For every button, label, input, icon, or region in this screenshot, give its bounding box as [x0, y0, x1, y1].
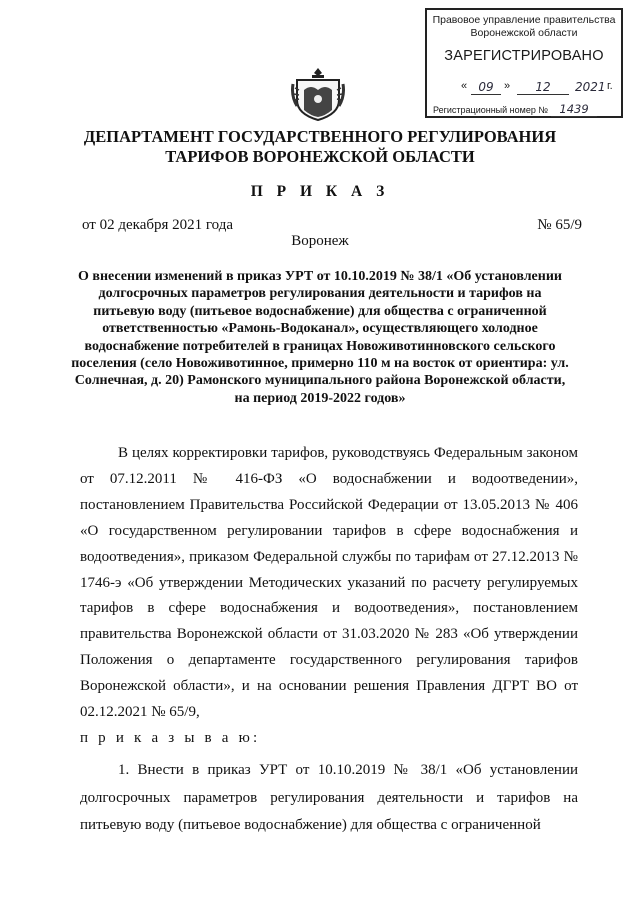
- stamp-reg-label: Регистрационный номер №: [433, 105, 549, 115]
- stamp-date-close-quote: »: [504, 80, 511, 92]
- stamp-date-day: 09: [471, 80, 501, 95]
- stamp-date-open-quote: «: [461, 80, 468, 92]
- order-number: № 65/9: [537, 217, 582, 233]
- order-date: от 02 декабря 2021 года: [82, 217, 234, 233]
- stamp-organization: Правовое управление правительства Воронежской области: [432, 14, 616, 39]
- stamp-date-year: 2021: [575, 80, 606, 94]
- coat-of-arms-icon: [291, 66, 345, 122]
- stamp-registration: [433, 102, 597, 117]
- document-title: П Р И К А З: [250, 183, 390, 200]
- stamp-date-suffix: г.: [607, 80, 613, 92]
- body-paragraph-preamble: В целях корректировки тарифов, руководствуясь Федеральным законом от 07.12.2011 № 416-ФЗ «О водоснабжении и водоотведении», постановлением Правительства Российской Федерации от 13.05.2013 № 406 «О государственном регулировании тарифов в сфере водоснабжения и водоотведения», приказом Федеральной службы по тарифам от 27.12.2013 № 1746-э «Об утверждении Методических указаний по расчету регулируемых тарифов в сфере водоснабжения и водоотведения», постановлением правительства Воронежской области от 31.03.2020 № 283 «Об утверждении Положения о департаменте государственного регулирования тарифов Воронежской области», и на основании решения Правления ДГРТ ВО от 02.12.2021 № 65/9,: [80, 445, 578, 721]
- body-paragraph-item-1: 1. Внести в приказ УРТ от 10.10.2019 № 38/1 «Об установлении долгосрочных параметров регулирования деятельности и тарифов на питьевую воду (питьевое водоснабжение) для общества с ограниченной: [80, 762, 578, 833]
- order-subject: О внесении изменений в приказ УРТ от 10.10.2019 № 38/1 «Об установлении долгосрочных параметров регулирования деятельности и тарифов на питьевую воду (питьевое водоснабжение) для общества с ограниченной ответственностью «Рамонь-Водоканал», осуществляющего холодное водоснабжение потребителей в границах Новоживотинновского сельского поселения (село Новоживотинное, примерно 110 м на восток от ориентира: ул. Солнечная, д. 20) Рамонского муниципального района Воронежской области, на период 2019-2022 годов»: [71, 269, 569, 406]
- registration-stamp: [425, 8, 623, 118]
- order-city: Воронеж: [291, 233, 349, 249]
- department-name: ДЕПАРТАМЕНТ ГОСУДАРСТВЕННОГО РЕГУЛИРОВАНИЯ ТАРИФОВ ВОРОНЕЖСКОЙ ОБЛАСТИ: [83, 127, 557, 166]
- stamp-reg-number: 1439: [551, 102, 597, 117]
- stamp-status: ЗАРЕГИСТРИРОВАНО: [444, 48, 604, 64]
- stamp-date-month: 12: [517, 80, 569, 95]
- order-directive-word: п р и к а з ы в а ю:: [80, 730, 261, 746]
- stamp-date: [427, 80, 621, 98]
